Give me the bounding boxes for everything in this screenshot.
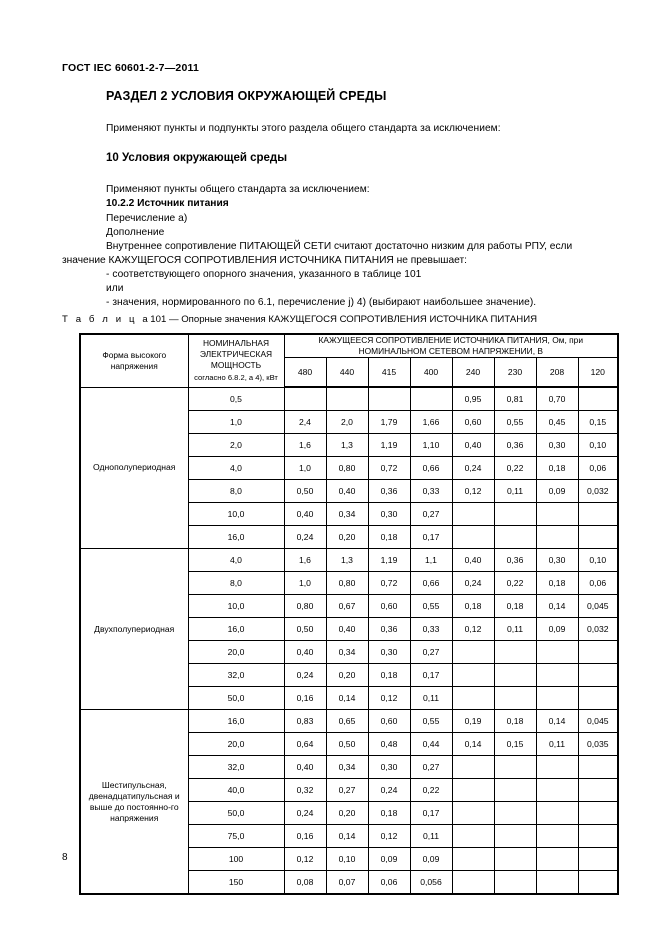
cell-impedance: 0,45 xyxy=(536,411,578,434)
bullet-reference-clause: - значения, нормированного по 6.1, перечисление j) 4) (выбирают наибольшее значение). xyxy=(106,297,537,308)
cell-impedance: 0,11 xyxy=(494,480,536,503)
cell-impedance: 0,34 xyxy=(326,756,368,779)
page-number: 8 xyxy=(62,852,68,863)
header-voltage-230: 230 xyxy=(494,358,536,388)
cell-impedance: 0,24 xyxy=(284,526,326,549)
cell-impedance: 0,18 xyxy=(368,526,410,549)
cell-impedance xyxy=(536,503,578,526)
cell-impedance xyxy=(536,526,578,549)
cell-impedance: 0,36 xyxy=(368,618,410,641)
cell-impedance: 0,24 xyxy=(284,664,326,687)
header-voltage-400: 400 xyxy=(410,358,452,388)
cell-impedance: 0,14 xyxy=(326,825,368,848)
section-title: РАЗДЕЛ 2 УСЛОВИЯ ОКРУЖАЮЩЕЙ СРЕДЫ xyxy=(106,89,387,103)
cell-impedance: 1,0 xyxy=(284,457,326,480)
cell-impedance: 1,10 xyxy=(410,434,452,457)
header-voltage-440: 440 xyxy=(326,358,368,388)
cell-power: 16,0 xyxy=(188,618,284,641)
cell-power: 1,0 xyxy=(188,411,284,434)
cell-impedance: 1,1 xyxy=(410,549,452,572)
cell-impedance: 0,14 xyxy=(326,687,368,710)
cell-impedance: 0,27 xyxy=(410,756,452,779)
cell-impedance xyxy=(494,825,536,848)
cell-impedance xyxy=(536,687,578,710)
cell-impedance xyxy=(452,871,494,895)
cell-impedance: 1,6 xyxy=(284,434,326,457)
cell-impedance xyxy=(326,387,368,411)
header-power-sub: согласно 6.8.2, а 4), кВт xyxy=(194,373,278,383)
addition-label: Дополнение xyxy=(106,227,165,238)
cell-impedance: 0,27 xyxy=(410,641,452,664)
cell-power: 0,5 xyxy=(188,387,284,411)
cell-impedance: 0,64 xyxy=(284,733,326,756)
cell-impedance: 0,15 xyxy=(578,411,618,434)
cell-impedance: 0,12 xyxy=(452,480,494,503)
table-header xyxy=(80,334,618,387)
cell-impedance xyxy=(452,664,494,687)
cell-impedance xyxy=(578,848,618,871)
cell-impedance: 1,0 xyxy=(284,572,326,595)
cell-impedance: 0,10 xyxy=(578,549,618,572)
cell-impedance xyxy=(452,825,494,848)
cell-impedance xyxy=(494,871,536,895)
section-intro-paragraph: Применяют пункты и подпункты этого раздела общего стандарта за исключением: xyxy=(106,123,501,134)
cell-impedance: 0,80 xyxy=(284,595,326,618)
cell-power: 16,0 xyxy=(188,526,284,549)
cell-impedance: 0,06 xyxy=(368,871,410,895)
cell-power: 8,0 xyxy=(188,572,284,595)
cell-impedance: 0,14 xyxy=(536,710,578,733)
table-101-wrapper xyxy=(79,333,617,895)
cell-impedance: 0,67 xyxy=(326,595,368,618)
cell-impedance: 0,50 xyxy=(284,618,326,641)
cell-impedance: 0,10 xyxy=(326,848,368,871)
cell-impedance: 0,17 xyxy=(410,802,452,825)
cell-impedance xyxy=(494,664,536,687)
cell-impedance: 0,60 xyxy=(368,710,410,733)
cell-impedance: 0,08 xyxy=(284,871,326,895)
cell-impedance: 0,035 xyxy=(578,733,618,756)
cell-impedance: 0,24 xyxy=(452,457,494,480)
cell-impedance: 0,19 xyxy=(452,710,494,733)
cell-impedance: 0,40 xyxy=(326,618,368,641)
cell-impedance: 0,34 xyxy=(326,503,368,526)
table-header-row-1 xyxy=(80,334,618,358)
cell-impedance: 0,36 xyxy=(368,480,410,503)
cell-impedance: 0,40 xyxy=(284,503,326,526)
cell-impedance: 0,40 xyxy=(284,756,326,779)
cell-impedance: 1,19 xyxy=(368,434,410,457)
bullet-reference-table: - соответствующего опорного значения, указанного в таблице 101 xyxy=(106,269,422,280)
cell-impedance: 0,18 xyxy=(494,710,536,733)
table-101 xyxy=(79,333,619,895)
cell-impedance: 0,30 xyxy=(368,503,410,526)
cell-impedance: 0,12 xyxy=(284,848,326,871)
header-power xyxy=(188,334,284,387)
cell-power: 32,0 xyxy=(188,756,284,779)
cell-impedance: 0,18 xyxy=(368,802,410,825)
cell-impedance: 0,032 xyxy=(578,480,618,503)
cell-impedance: 0,032 xyxy=(578,618,618,641)
cell-impedance xyxy=(410,387,452,411)
clause-10-heading: 10 Условия окружающей среды xyxy=(106,152,288,164)
cell-impedance xyxy=(578,871,618,895)
cell-impedance xyxy=(452,779,494,802)
header-voltage-240: 240 xyxy=(452,358,494,388)
cell-power: 75,0 xyxy=(188,825,284,848)
cell-impedance xyxy=(452,848,494,871)
header-impedance-span: КАЖУЩЕЕСЯ СОПРОТИВЛЕНИЕ ИСТОЧНИКА ПИТАНИЯ, Ом, при НОМИНАЛЬНОМ СЕТЕВОМ НАПРЯЖЕНИИ, В xyxy=(284,334,618,358)
apply-note-paragraph: Применяют пункты общего стандарта за исключением: xyxy=(106,184,370,195)
cell-impedance: 0,72 xyxy=(368,457,410,480)
table-body xyxy=(80,387,618,894)
cell-impedance xyxy=(578,641,618,664)
cell-impedance: 0,40 xyxy=(452,434,494,457)
cell-impedance xyxy=(494,779,536,802)
header-voltage-480: 480 xyxy=(284,358,326,388)
cell-impedance xyxy=(578,526,618,549)
cell-impedance xyxy=(536,756,578,779)
cell-impedance: 0,30 xyxy=(536,549,578,572)
cell-impedance xyxy=(536,664,578,687)
cell-impedance: 0,24 xyxy=(368,779,410,802)
table-caption-prefix: Т а б л и ц а xyxy=(62,314,151,325)
cell-impedance: 0,60 xyxy=(368,595,410,618)
cell-impedance: 1,3 xyxy=(326,549,368,572)
cell-power: 40,0 xyxy=(188,779,284,802)
cell-impedance xyxy=(578,503,618,526)
cell-power: 8,0 xyxy=(188,480,284,503)
cell-impedance xyxy=(578,387,618,411)
cell-impedance: 0,12 xyxy=(452,618,494,641)
cell-impedance: 0,24 xyxy=(284,802,326,825)
cell-impedance xyxy=(494,503,536,526)
cell-power: 4,0 xyxy=(188,457,284,480)
cell-impedance xyxy=(452,802,494,825)
cell-impedance: 0,07 xyxy=(326,871,368,895)
cell-impedance: 0,09 xyxy=(536,480,578,503)
cell-impedance: 0,18 xyxy=(536,457,578,480)
cell-impedance xyxy=(536,871,578,895)
cell-impedance: 0,30 xyxy=(368,641,410,664)
cell-impedance: 0,18 xyxy=(452,595,494,618)
cell-impedance: 0,16 xyxy=(284,825,326,848)
cell-power: 50,0 xyxy=(188,802,284,825)
cell-impedance: 0,14 xyxy=(452,733,494,756)
cell-impedance: 0,18 xyxy=(536,572,578,595)
cell-impedance xyxy=(578,756,618,779)
cell-impedance: 0,36 xyxy=(494,549,536,572)
cell-impedance: 0,30 xyxy=(368,756,410,779)
cell-impedance: 0,11 xyxy=(410,687,452,710)
cell-impedance: 0,33 xyxy=(410,618,452,641)
cell-impedance: 0,50 xyxy=(284,480,326,503)
cell-impedance: 0,55 xyxy=(410,710,452,733)
cell-impedance xyxy=(536,779,578,802)
cell-impedance: 0,55 xyxy=(494,411,536,434)
cell-impedance: 0,14 xyxy=(536,595,578,618)
cell-impedance: 0,11 xyxy=(410,825,452,848)
cell-impedance xyxy=(284,387,326,411)
cell-impedance: 0,80 xyxy=(326,457,368,480)
cell-impedance xyxy=(494,848,536,871)
cell-impedance: 0,66 xyxy=(410,457,452,480)
cell-impedance: 0,40 xyxy=(326,480,368,503)
cell-impedance: 0,95 xyxy=(452,387,494,411)
cell-power: 50,0 xyxy=(188,687,284,710)
cell-impedance: 0,66 xyxy=(410,572,452,595)
cell-impedance: 0,27 xyxy=(410,503,452,526)
cell-impedance xyxy=(452,526,494,549)
cell-impedance: 0,83 xyxy=(284,710,326,733)
table-caption xyxy=(62,314,537,325)
table-row xyxy=(80,710,618,733)
cell-impedance: 0,20 xyxy=(326,526,368,549)
cell-impedance xyxy=(578,825,618,848)
cell-impedance: 0,17 xyxy=(410,526,452,549)
running-header: ГОСТ IEC 60601-2-7—2011 xyxy=(62,62,200,74)
cell-impedance: 0,045 xyxy=(578,595,618,618)
header-voltage-208: 208 xyxy=(536,358,578,388)
cell-impedance: 0,045 xyxy=(578,710,618,733)
cell-impedance: 0,06 xyxy=(578,572,618,595)
cell-impedance: 0,55 xyxy=(410,595,452,618)
list-item-a: Перечисление а) xyxy=(106,213,188,224)
cell-impedance: 0,18 xyxy=(494,595,536,618)
cell-impedance xyxy=(494,687,536,710)
cell-impedance: 0,80 xyxy=(326,572,368,595)
cell-impedance: 0,12 xyxy=(368,825,410,848)
cell-power: 150 xyxy=(188,871,284,895)
header-power-main: НОМИНАЛЬНАЯ ЭЛЕКТРИЧЕСКАЯ МОЩНОСТЬ xyxy=(199,338,273,371)
cell-impedance: 0,27 xyxy=(326,779,368,802)
cell-impedance: 0,40 xyxy=(452,549,494,572)
clause-10-2-2-heading: 10.2.2 Источник питания xyxy=(106,198,229,209)
cell-impedance: 0,32 xyxy=(284,779,326,802)
cell-impedance: 0,056 xyxy=(410,871,452,895)
cell-impedance: 1,19 xyxy=(368,549,410,572)
cell-impedance: 0,12 xyxy=(368,687,410,710)
cell-shape: Шестипульсная, двенадцатипульсная и выше до постоянно-го напряжения xyxy=(80,710,188,895)
cell-impedance xyxy=(452,687,494,710)
cell-impedance: 0,09 xyxy=(368,848,410,871)
cell-power: 4,0 xyxy=(188,549,284,572)
cell-impedance: 0,65 xyxy=(326,710,368,733)
cell-impedance xyxy=(452,641,494,664)
header-shape: Форма высокого напряжения xyxy=(80,334,188,387)
cell-impedance xyxy=(452,756,494,779)
cell-power: 10,0 xyxy=(188,503,284,526)
cell-impedance: 1,3 xyxy=(326,434,368,457)
cell-impedance: 0,24 xyxy=(452,572,494,595)
cell-impedance xyxy=(494,756,536,779)
cell-impedance: 0,09 xyxy=(410,848,452,871)
cell-impedance xyxy=(536,802,578,825)
cell-power: 32,0 xyxy=(188,664,284,687)
cell-power: 20,0 xyxy=(188,733,284,756)
cell-shape: Двухполупериодная xyxy=(80,549,188,710)
cell-impedance: 0,22 xyxy=(410,779,452,802)
cell-impedance: 1,66 xyxy=(410,411,452,434)
cell-impedance: 0,33 xyxy=(410,480,452,503)
body-paragraph: Внутреннее сопротивление ПИТАЮЩЕЙ СЕТИ считают достаточно низким для работы РПУ, если значение КАЖУЩЕГОСЯ СОПРОТИВЛЕНИЯ ИСТОЧНИКА ПИТАНИЯ не превышает: xyxy=(62,241,573,266)
cell-impedance: 0,30 xyxy=(536,434,578,457)
cell-impedance xyxy=(536,641,578,664)
cell-impedance xyxy=(578,664,618,687)
cell-impedance: 1,79 xyxy=(368,411,410,434)
cell-impedance xyxy=(494,802,536,825)
cell-power: 100 xyxy=(188,848,284,871)
cell-power: 2,0 xyxy=(188,434,284,457)
cell-impedance xyxy=(494,641,536,664)
cell-impedance: 0,18 xyxy=(368,664,410,687)
cell-impedance: 0,20 xyxy=(326,802,368,825)
cell-impedance: 0,70 xyxy=(536,387,578,411)
cell-impedance: 0,10 xyxy=(578,434,618,457)
cell-shape: Однополупериодная xyxy=(80,387,188,549)
cell-impedance: 2,0 xyxy=(326,411,368,434)
table-row xyxy=(80,387,618,411)
cell-impedance: 0,20 xyxy=(326,664,368,687)
cell-impedance: 0,50 xyxy=(326,733,368,756)
cell-impedance xyxy=(578,802,618,825)
cell-impedance xyxy=(368,387,410,411)
cell-impedance: 0,22 xyxy=(494,572,536,595)
cell-impedance: 0,16 xyxy=(284,687,326,710)
cell-impedance: 0,72 xyxy=(368,572,410,595)
cell-impedance: 2,4 xyxy=(284,411,326,434)
cell-impedance: 0,44 xyxy=(410,733,452,756)
cell-impedance xyxy=(578,687,618,710)
cell-impedance: 0,15 xyxy=(494,733,536,756)
cell-impedance xyxy=(494,526,536,549)
table-row xyxy=(80,549,618,572)
cell-impedance xyxy=(536,848,578,871)
cell-power: 20,0 xyxy=(188,641,284,664)
cell-impedance: 0,34 xyxy=(326,641,368,664)
cell-impedance: 0,06 xyxy=(578,457,618,480)
cell-impedance xyxy=(578,779,618,802)
cell-impedance: 0,22 xyxy=(494,457,536,480)
cell-impedance: 0,11 xyxy=(494,618,536,641)
cell-impedance: 0,11 xyxy=(536,733,578,756)
cell-impedance: 0,48 xyxy=(368,733,410,756)
conjunction-or: или xyxy=(106,283,124,294)
cell-impedance xyxy=(536,825,578,848)
header-voltage-415: 415 xyxy=(368,358,410,388)
table-caption-text: 101 — Опорные значения КАЖУЩЕГОСЯ СОПРОТИВЛЕНИЯ ИСТОЧНИКА ПИТАНИЯ xyxy=(150,314,538,325)
cell-impedance: 0,36 xyxy=(494,434,536,457)
cell-power: 16,0 xyxy=(188,710,284,733)
cell-impedance: 0,17 xyxy=(410,664,452,687)
cell-impedance: 1,6 xyxy=(284,549,326,572)
cell-impedance: 0,40 xyxy=(284,641,326,664)
header-voltage-120: 120 xyxy=(578,358,618,388)
cell-impedance: 0,60 xyxy=(452,411,494,434)
cell-impedance: 0,81 xyxy=(494,387,536,411)
cell-impedance: 0,09 xyxy=(536,618,578,641)
cell-power: 10,0 xyxy=(188,595,284,618)
cell-impedance xyxy=(452,503,494,526)
